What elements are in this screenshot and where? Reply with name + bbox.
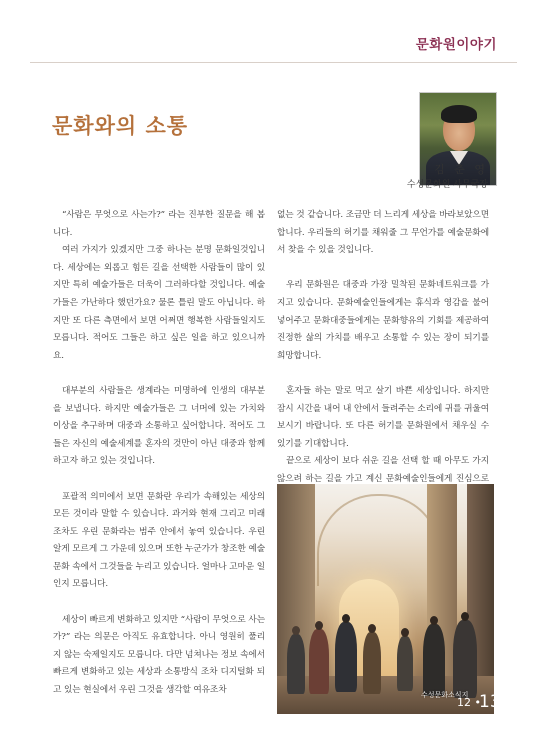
paragraph: 끝으로 세상이 보다 쉬운 길을 선택 할 때 아무도 가지 않으려 하는 길을 가고 계신 문화예술인들에게 진심으로 — [277, 456, 489, 484]
section-title: 문화원이야기 — [415, 37, 497, 53]
cathedral-photo — [277, 484, 494, 714]
left-column — [53, 207, 265, 700]
header-rule — [30, 62, 517, 63]
paragraph: 여러 가지가 있겠지만 그중 하나는 분명 문화일것입니다. 세상에는 외롭고 힘든 길을 선택한 사람들이 많이 있지만 특히 예술가들은 더욱이 그러하다할 것입니다. 예술가들은 가난하다 했던가요? 물론 틀린 말도 아닙니다. 하지만 또 다른 측면에서 보면 어쩌면 행복한 사람들일지도 모릅니다. 적어도 그들은 하고 싶은 일을 하고 있으니까요. — [53, 245, 265, 361]
article-title: 문화와의 소통 — [52, 114, 189, 138]
author-role: 수성문화원 사무국장 — [406, 180, 488, 190]
author-name: 김 춘 영 — [434, 163, 488, 176]
page-number-right: 13 — [479, 692, 501, 712]
paragraph: 세상이 빠르게 변화하고 있지만 “사람이 무엇으로 사는가?” 라는 의문은 아직도 유효합니다. 아니 영원히 풀리지 않는 숙제일지도 모릅니다. 다만 넘쳐나는 정보 속에서 빠르게 변화하고 있는 세상과 소통방식 조차 디지털화 되고 있는 현실에서 우린 그것을 생각할 여유조차 — [53, 614, 266, 696]
right-column — [277, 207, 489, 524]
magazine-caption: 수성문화소식지 — [421, 691, 469, 699]
page-number-left: 12 • — [457, 696, 481, 709]
paragraph: 없는 것 같습니다. 조금만 더 느리게 세상을 바라보았으면 합니다. 우리들의 허기를 채워줄 그 무언가를 예술문화에서 찾을 수 있을 것입니다. — [277, 210, 490, 256]
paragraph: 우리 문화원은 대중과 가장 밀착된 문화네트워크를 가지고 있습니다. 문화예술인들에게는 휴식과 영감을 불어넣어주고 문화대중들에게는 문화향유의 기회를 제공하여 진정한 삶의 가치를 배우고 소통할 수 있는 장이 되기를 희망합니다. — [277, 280, 489, 361]
paragraph: 대부분의 사람들은 생계라는 미명하에 인생의 대부분을 보냅니다. 하지만 예술가들은 그 너머에 있는 가치와 이상을 추구하며 대중과 소통하고 싶어합니다. 적어도 그들은 자신의 예술세계를 혼자의 것만이 아닌 대중과 함께 하고자 하고 있는 것입니다. — [53, 385, 265, 467]
paragraph: 혼자들 하는 말로 먹고 살기 바쁜 세상입니다. 하지만 잠시 시간을 내어 내 안에서 들려주는 소리에 귀를 귀울여 보시기 바랍니다. 또 다른 허기를 문화원에서 채우실 수 있기를 기대합니다. — [277, 385, 490, 449]
paragraph: 포괄적 의미에서 보면 문화란 우리가 속해있는 세상의 모든 것이라 말할 수 있습니다. 과거와 현재 그리고 미래 조차도 우린 문화라는 범주 안에서 놓여 있습니다. 우린 알게 모르게 그 가운데 있으며 또한 누군가가 창조한 예술문화 속에서 그것들을 누리고 있습니다. 얼마나 고마운 일인지 모릅니다. — [53, 491, 266, 590]
paragraph: “사람은 무엇으로 사는가?” 라는 진부한 질문을 해 봅니다. — [53, 210, 265, 238]
